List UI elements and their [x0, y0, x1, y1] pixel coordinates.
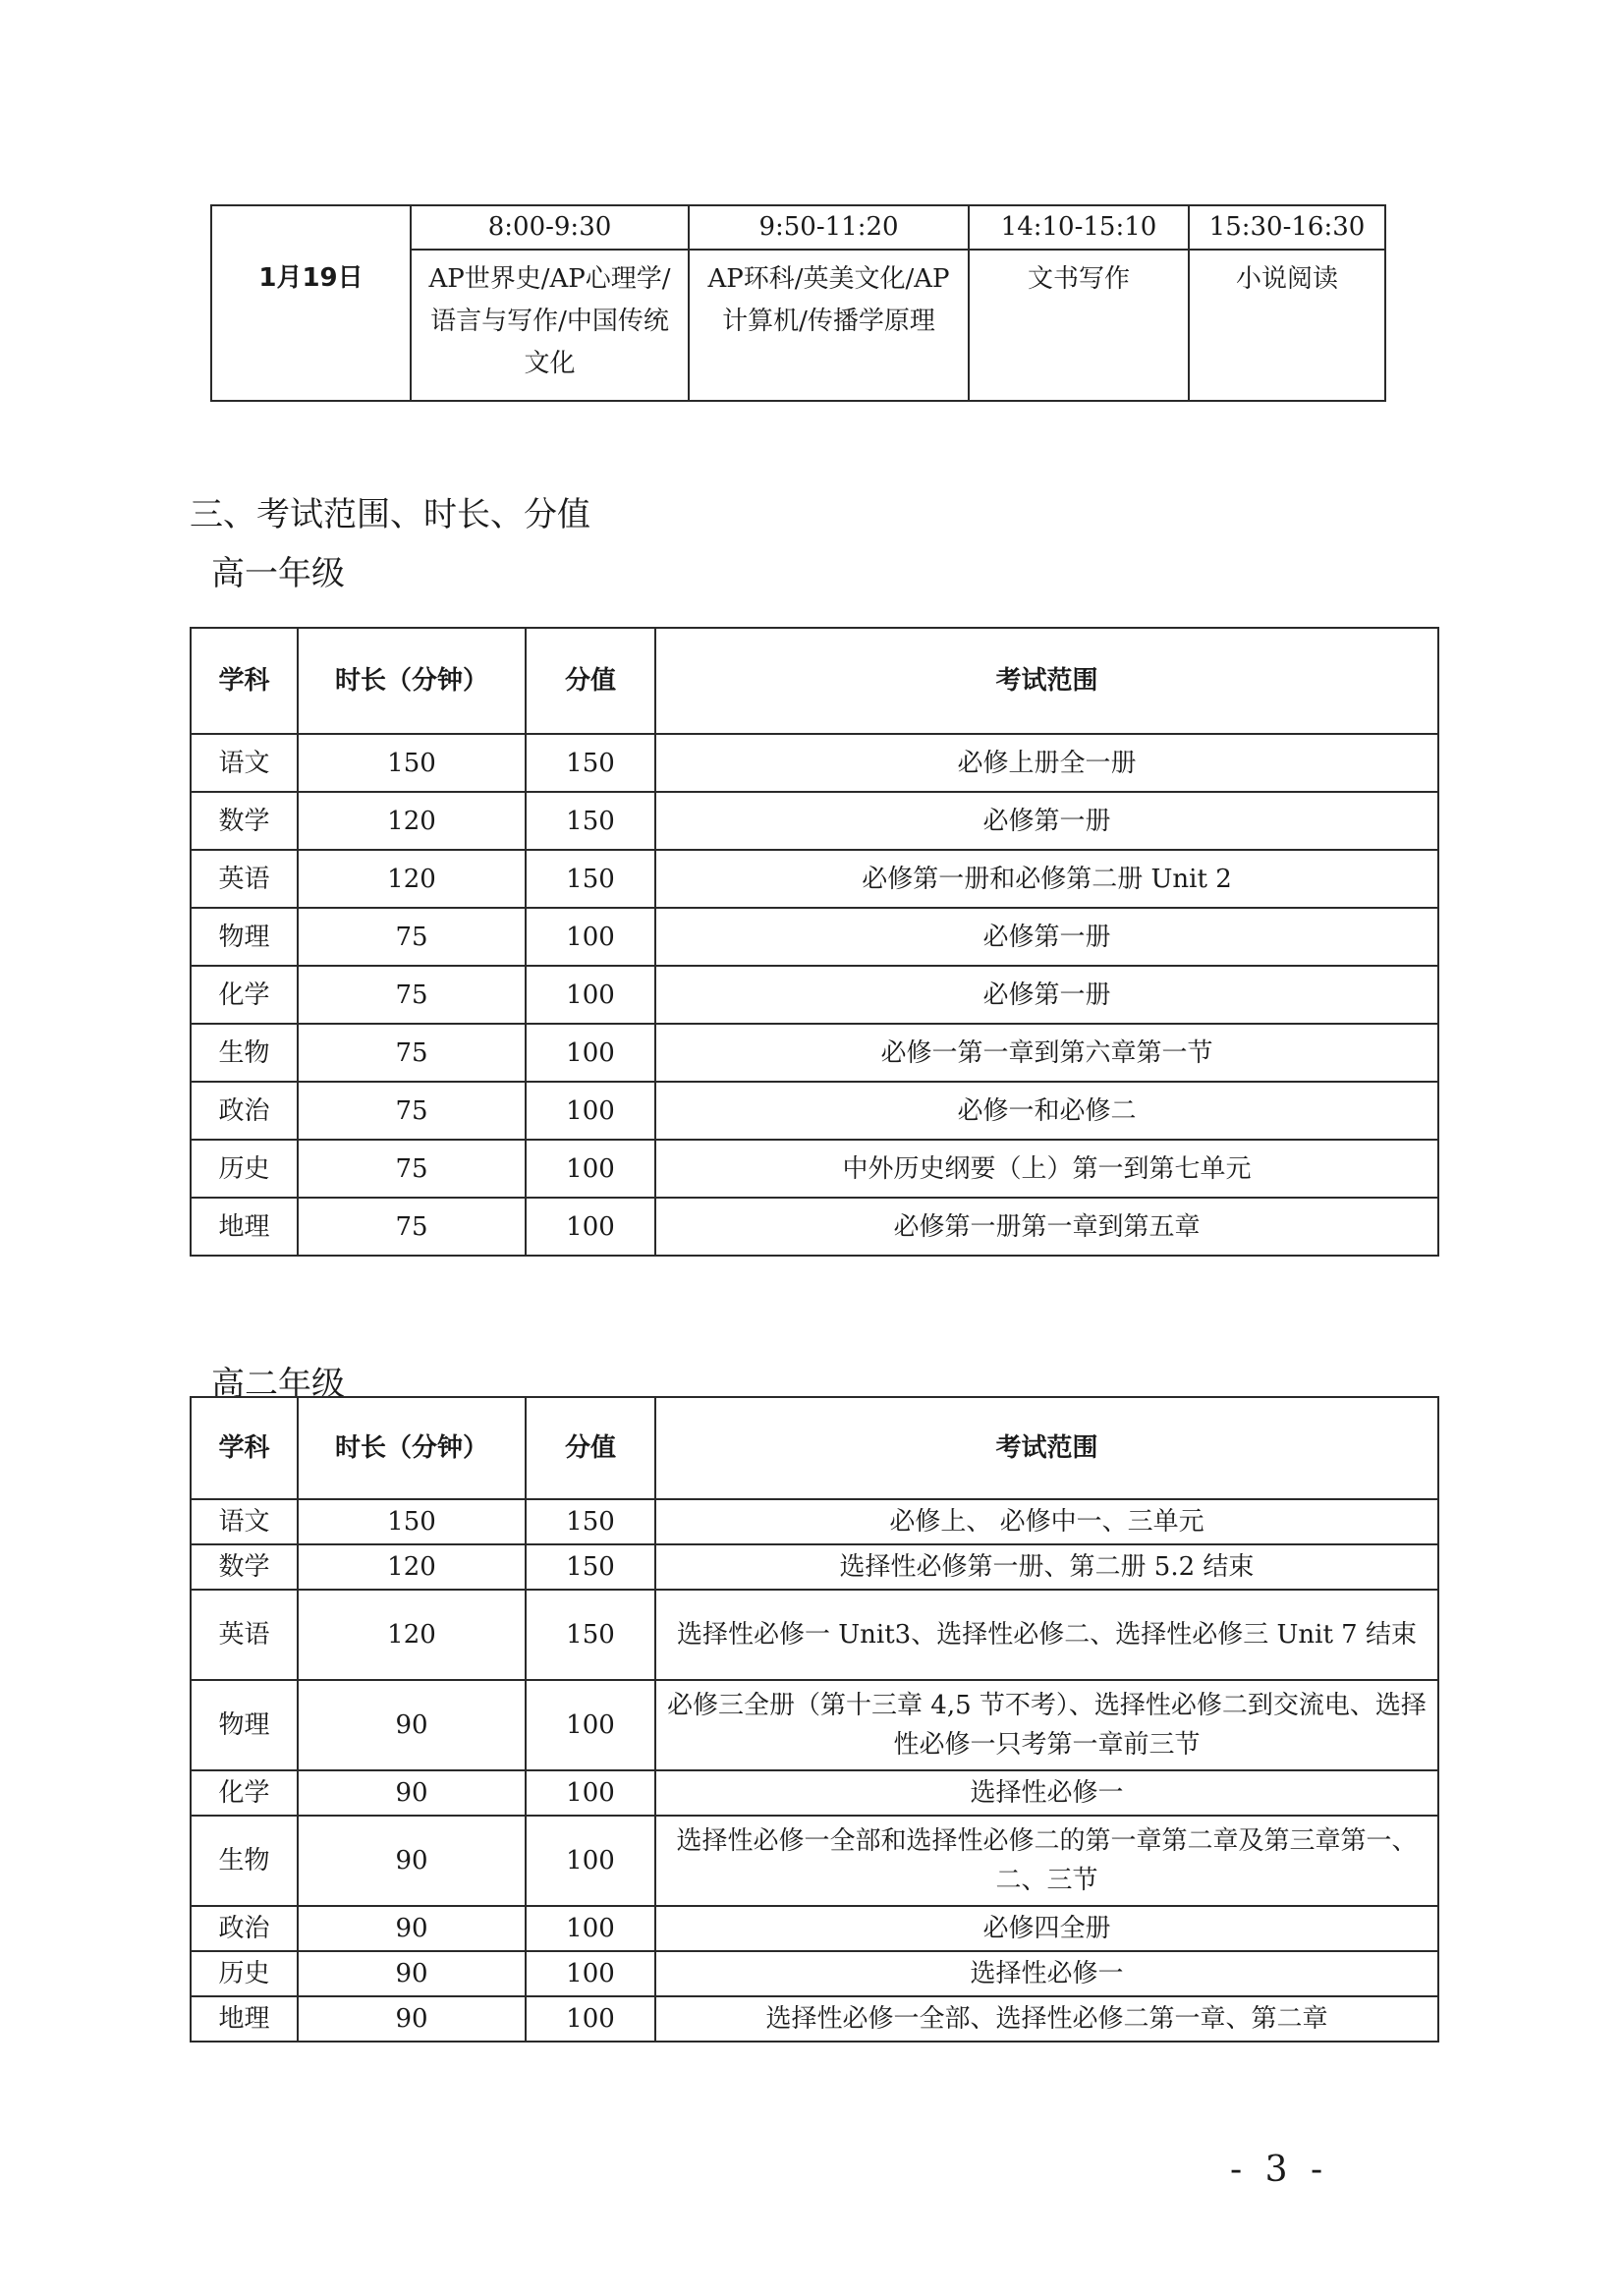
score-cell: 150: [526, 1499, 655, 1544]
table-row: [191, 792, 1438, 850]
score-cell: 150: [526, 1590, 655, 1680]
duration-cell: 75: [298, 1024, 526, 1082]
subject-cell: 历史: [191, 1951, 298, 1996]
duration-cell: 90: [298, 1816, 526, 1906]
table-row: [191, 1082, 1438, 1140]
score-cell: 100: [526, 1082, 655, 1140]
scope-cell: 选择性必修一全部、选择性必修二第一章、第二章: [655, 1996, 1438, 2042]
schedule-time-row: [211, 205, 1385, 250]
table-row: [191, 734, 1438, 792]
subject-cell: 历史: [191, 1140, 298, 1198]
score-cell: 100: [526, 1816, 655, 1906]
duration-cell: 90: [298, 1996, 526, 2042]
duration-cell: 150: [298, 1499, 526, 1544]
duration-cell: 120: [298, 850, 526, 908]
table-row: [191, 1816, 1438, 1906]
scope-cell: 必修第一册和必修第二册 Unit 2: [655, 850, 1438, 908]
slot-time: 8:00-9:30: [411, 205, 689, 250]
duration-cell: 150: [298, 734, 526, 792]
slot-time: 15:30-16:30: [1189, 205, 1385, 250]
table-row: [191, 1770, 1438, 1816]
subject-cell: 英语: [191, 850, 298, 908]
table-row: [191, 1140, 1438, 1198]
duration-cell: 90: [298, 1906, 526, 1951]
scope-cell: 选择性必修一: [655, 1951, 1438, 1996]
table-row: [191, 1680, 1438, 1770]
slot-time: 9:50-11:20: [689, 205, 969, 250]
header-scope: 考试范围: [655, 1397, 1438, 1499]
scope-cell: 选择性必修第一册、第二册 5.2 结束: [655, 1544, 1438, 1590]
score-cell: 100: [526, 1198, 655, 1256]
subject-cell: 物理: [191, 1680, 298, 1770]
table-row: [191, 1996, 1438, 2042]
score-cell: 100: [526, 1906, 655, 1951]
scope-cell: 选择性必修一 Unit3、选择性必修二、选择性必修三 Unit 7 结束: [655, 1590, 1438, 1680]
duration-cell: 75: [298, 1082, 526, 1140]
table-header-row: [191, 1397, 1438, 1499]
table-row: [191, 966, 1438, 1024]
subject-cell: 数学: [191, 1544, 298, 1590]
table-row: [191, 1951, 1438, 1996]
duration-cell: 75: [298, 908, 526, 966]
score-cell: 150: [526, 792, 655, 850]
subject-cell: 语文: [191, 734, 298, 792]
score-cell: 150: [526, 1544, 655, 1590]
scope-cell: 必修上册全一册: [655, 734, 1438, 792]
score-cell: 100: [526, 1996, 655, 2042]
subject-cell: 地理: [191, 1996, 298, 2042]
duration-cell: 75: [298, 966, 526, 1024]
score-cell: 100: [526, 1680, 655, 1770]
header-duration: 时长（分钟）: [298, 1397, 526, 1499]
header-score: 分值: [526, 1397, 655, 1499]
scope-cell: 选择性必修一全部和选择性必修二的第一章第二章及第三章第一、二、三节: [655, 1816, 1438, 1906]
header-subject: 学科: [191, 628, 298, 734]
duration-cell: 90: [298, 1951, 526, 1996]
scope-cell: 选择性必修一: [655, 1770, 1438, 1816]
subject-cell: 化学: [191, 966, 298, 1024]
subject-cell: 物理: [191, 908, 298, 966]
header-duration: 时长（分钟）: [298, 628, 526, 734]
subject-cell: 生物: [191, 1816, 298, 1906]
header-score: 分值: [526, 628, 655, 734]
score-cell: 150: [526, 734, 655, 792]
grade1-title: 高一年级: [211, 554, 345, 593]
table-row: [191, 1544, 1438, 1590]
slot-subjects: AP环科/英美文化/AP计算机/传播学原理: [689, 250, 969, 401]
scope-cell: 必修四全册: [655, 1906, 1438, 1951]
slot-subjects: 小说阅读: [1189, 250, 1385, 401]
exam-schedule-table: [210, 204, 1386, 402]
subject-cell: 化学: [191, 1770, 298, 1816]
schedule-date: 1月19日: [211, 205, 411, 401]
scope-cell: 必修第一册: [655, 966, 1438, 1024]
subject-cell: 政治: [191, 1082, 298, 1140]
page-number: - 3 -: [1230, 2150, 1329, 2190]
duration-cell: 120: [298, 1590, 526, 1680]
duration-cell: 90: [298, 1680, 526, 1770]
header-subject: 学科: [191, 1397, 298, 1499]
slot-time: 14:10-15:10: [969, 205, 1189, 250]
duration-cell: 120: [298, 792, 526, 850]
subject-cell: 英语: [191, 1590, 298, 1680]
scope-cell: 必修第一册第一章到第五章: [655, 1198, 1438, 1256]
grade2-table: [190, 1396, 1439, 2043]
subject-cell: 政治: [191, 1906, 298, 1951]
scope-cell: 中外历史纲要（上）第一到第七单元: [655, 1140, 1438, 1198]
scope-cell: 必修第一册: [655, 792, 1438, 850]
score-cell: 100: [526, 966, 655, 1024]
score-cell: 100: [526, 1770, 655, 1816]
table-row: [191, 1499, 1438, 1544]
table-row: [191, 1198, 1438, 1256]
duration-cell: 75: [298, 1198, 526, 1256]
score-cell: 100: [526, 1024, 655, 1082]
subject-cell: 语文: [191, 1499, 298, 1544]
duration-cell: 90: [298, 1770, 526, 1816]
grade2-title: 高二年级: [211, 1365, 345, 1404]
slot-subjects: 文书写作: [969, 250, 1189, 401]
table-row: [191, 850, 1438, 908]
subject-cell: 生物: [191, 1024, 298, 1082]
scope-cell: 必修三全册（第十三章 4,5 节不考）、选择性必修二到交流电、选择性必修一只考第一章前三节: [655, 1680, 1438, 1770]
scope-cell: 必修一第一章到第六章第一节: [655, 1024, 1438, 1082]
scope-cell: 必修一和必修二: [655, 1082, 1438, 1140]
score-cell: 100: [526, 908, 655, 966]
table-row: [191, 1906, 1438, 1951]
score-cell: 100: [526, 1951, 655, 1996]
slot-subjects: AP世界史/AP心理学/语言与写作/中国传统文化: [411, 250, 689, 401]
section-title: 三、考试范围、时长、分值: [190, 495, 590, 534]
duration-cell: 120: [298, 1544, 526, 1590]
table-header-row: [191, 628, 1438, 734]
subject-cell: 数学: [191, 792, 298, 850]
subject-cell: 地理: [191, 1198, 298, 1256]
scope-cell: 必修第一册: [655, 908, 1438, 966]
header-scope: 考试范围: [655, 628, 1438, 734]
table-row: [191, 908, 1438, 966]
score-cell: 100: [526, 1140, 655, 1198]
grade1-table: [190, 627, 1439, 1257]
duration-cell: 75: [298, 1140, 526, 1198]
score-cell: 150: [526, 850, 655, 908]
table-row: [191, 1024, 1438, 1082]
table-row: [191, 1590, 1438, 1680]
scope-cell: 必修上、 必修中一、三单元: [655, 1499, 1438, 1544]
